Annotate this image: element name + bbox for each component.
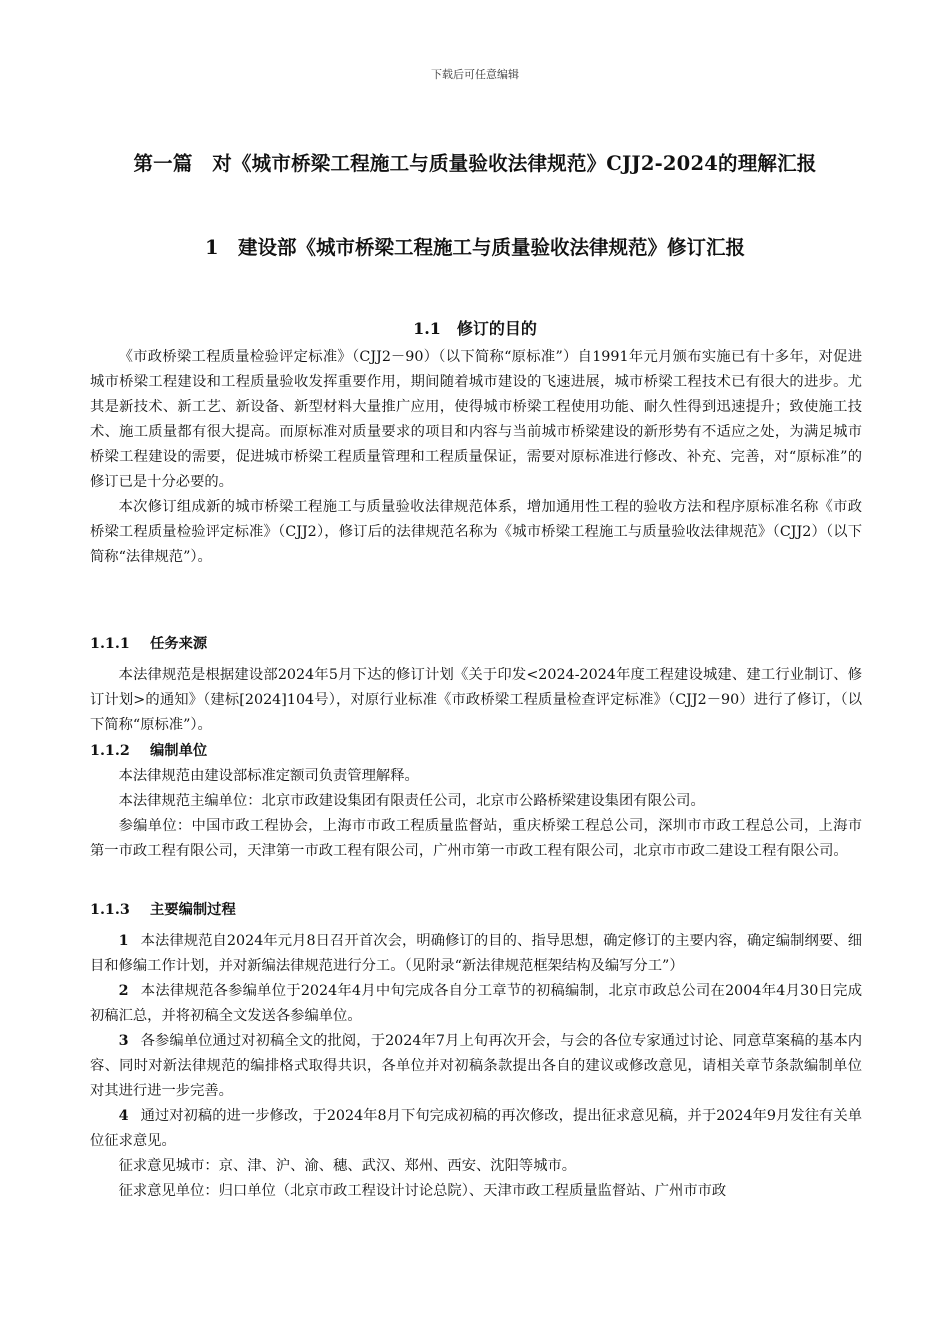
list-item: 4 通过对初稿的进一步修改，于2024年8月下旬完成初稿的再次修改，提出征求意见稿，并于2024年9月发往有关单位征求意见。	[90, 1108, 862, 1149]
subsection-number: 1.1.1	[90, 636, 130, 652]
chapter-title: 1 建设部《城市桥梁工程施工与质量验收法律规范》修订汇报	[204, 236, 746, 259]
subsection-heading	[90, 898, 862, 923]
paragraph: 《市政桥梁工程质量检验评定标准》（CJJ2－90）（以下简称“原标准”）自1991年元月颁布实施已有十多年，对促进城市桥梁工程建设和工程质量验收发挥重要作用，期间随着城市建设的飞速进展，城市桥梁工程技术已有很大的进步。尤其是新技术、新工艺、新设备、新型材料大量推广应用，使得城市桥梁工程使用功能、耐久性得到迅速提升；致使施工技术、施工质量都有很大提高。而原标准对质量要求的项目和内容与当前城市桥梁建设的新形势有不适应之处，为满足城市桥梁工程建设的需要，促进城市桥梁工程质量管理和工程质量保证，需要对原标准进行修改、补充、完善，对“原标准”的修订已是十分必要的。	[90, 349, 862, 490]
paragraph: 本法律规范主编单位：北京市政建设集团有限责任公司，北京市公路桥梁建设集团有限公司。	[118, 793, 705, 809]
subsection-title: 任务来源	[150, 636, 208, 652]
list-item: 1 本法律规范自2024年元月8日召开首次会，明确修订的目的、指导思想，确定修订的主要内容，确定编制纲要、细目和修编工作计划，并对新编法律规范进行分工。（见附录“新法律规范框架结构及编写分工”）	[90, 933, 862, 974]
paragraph: 本法律规范是根据建设部2024年5月下达的修订计划《关于印发<2024-2024年度工程建设城建、建工行业制订、修订计划>的通知》（建标[2024]104号），对原行业标准《市政桥梁工程质量检查评定标准》（CJJ2－90）进行了修订，（以下简称“原标准”）。	[90, 667, 862, 733]
paragraph: 本法律规范由建设部标准定额司负责管理解释。	[118, 768, 419, 784]
header-note: 下载后可任意编辑	[431, 68, 519, 81]
list-item: 2 本法律规范各参编单位于2024年4月中旬完成各自分工章节的初稿编制，北京市政总公司在2004年4月30日完成初稿汇总，并将初稿全文发送各参编单位。	[90, 983, 862, 1024]
subsection-1-1-3	[90, 898, 862, 1204]
paragraph: 征求意见单位：归口单位（北京市政工程设计讨论总院）、天津市政工程质量监督站、广州市市政	[118, 1183, 727, 1199]
list-item: 3 各参编单位通过对初稿全文的批阅，于2024年7月上旬再次开会，与会的各位专家通过讨论、同意草案稿的基本内容、同时对新法律规范的编排格式取得共识，各单位并对初稿条款提出各自的建议或修改意见，请相关章节条款编制单位对其进行进一步完善。	[90, 1033, 862, 1099]
subsection-heading	[90, 739, 862, 764]
intro-block	[90, 345, 862, 570]
subsection-title: 主要编制过程	[150, 902, 236, 918]
section-heading: 1.1 修订的目的	[413, 319, 537, 338]
subsection-1-1-1	[90, 632, 862, 738]
subsection-number: 1.1.2	[90, 743, 130, 759]
subsection-number: 1.1.3	[90, 902, 130, 918]
paragraph: 参编单位：中国市政工程协会，上海市市政工程质量监督站，重庆桥梁工程总公司，深圳市市政工程总公司，上海市第一市政工程有限公司，天津第一市政工程有限公司，广州市第一市政工程有限公司，北京市市政二建设工程有限公司。	[90, 818, 862, 859]
paragraph: 征求意见城市：京、津、沪、渝、穗、武汉、郑州、西安、沈阳等城市。	[118, 1158, 577, 1174]
subsection-heading	[90, 632, 862, 657]
subsection-title: 编制单位	[150, 743, 208, 759]
subsection-1-1-2	[90, 739, 862, 864]
document-title: 第一篇 对《城市桥梁工程施工与质量验收法律规范》CJJ2-2024的理解汇报	[133, 152, 817, 175]
paragraph: 本次修订组成新的城市桥梁工程施工与质量验收法律规范体系，增加通用性工程的验收方法和程序原标准名称《市政桥梁工程质量检验评定标准》（CJJ2），修订后的法律规范名称为《城市桥梁工程施工与质量验收法律规范》（CJJ2）（以下简称“法律规范”）。	[90, 499, 862, 565]
